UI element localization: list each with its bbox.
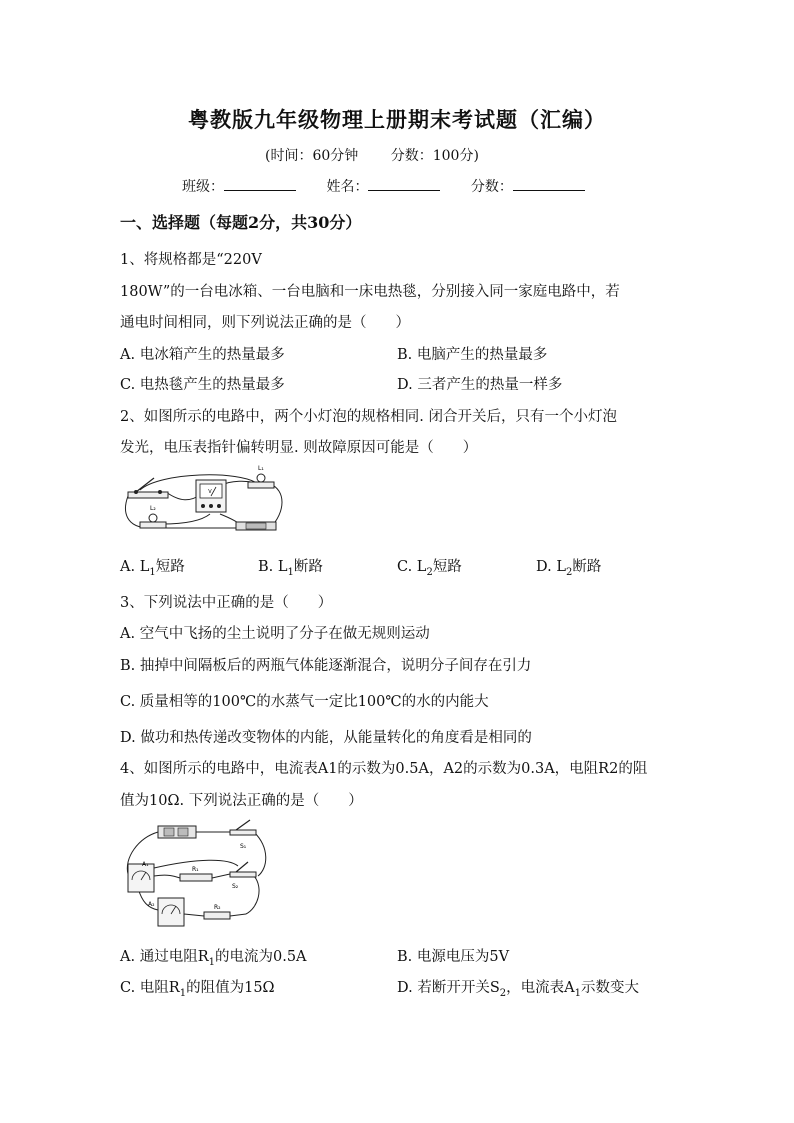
q4-d-mid: ，电流表A [506,980,575,996]
section-heading: 一、选择题（每题2分，共30分） [120,213,362,232]
q3-line1: 3、下列说法中正确的是（ ） [120,595,333,611]
class-field[interactable] [182,176,296,196]
q3-option-d[interactable]: D. 做功和热传递改变物体的内能，从能量转化的角度看是相同的 [120,730,532,746]
student-fields [182,176,611,196]
q2-c-post: 短路 [432,559,462,575]
q2-c-pre: C. L [397,559,427,575]
switch-s1-icon [230,820,256,850]
q2-b-post: 断路 [293,559,323,575]
r1-label: R₁ [192,866,199,873]
q2-a-post: 短路 [155,559,185,575]
score-blank[interactable] [513,178,585,191]
q2-c-sub: 2 [426,566,433,578]
r2-label: R₂ [214,904,221,911]
q2-option-a[interactable] [120,555,185,578]
class-blank[interactable] [224,178,296,191]
q1-option-c[interactable]: C. 电热毯产生的热量最多 [120,377,285,393]
q1-line3: 通电时间相同，则下列说法正确的是（ ） [120,315,410,331]
q4-d-sub2: 1 [574,987,581,999]
switch-s2-icon [230,862,256,890]
bulb-l1-icon [248,465,274,488]
ammeter-a1-icon [128,861,154,892]
battery-icon [236,522,276,530]
q2-d-pre: D. L [536,559,566,575]
ammeter-a2-icon [148,898,184,926]
name-field[interactable] [326,176,440,196]
bulb-l2-icon [140,505,166,528]
q1-option-b[interactable]: B. 电脑产生的热量最多 [397,347,548,363]
q4-d-pre: D. 若断开开关S [397,980,500,996]
q2-a-sub: 1 [149,566,156,578]
exam-time: (时间：60分钟 [265,148,359,164]
name-label: 姓名： [326,179,369,195]
q1-option-d[interactable]: D. 三者产生的热量一样多 [397,377,563,393]
q2-b-pre: B. L [258,559,288,575]
a2-label: A₂ [148,901,155,908]
resistor-r1-icon [180,866,212,881]
q3-option-c[interactable]: C. 质量相等的100℃的水蒸气一定比100℃的水的内能大 [120,694,489,710]
battery-icon [158,826,196,838]
voltmeter-label: V [208,489,212,495]
s1-label: S₁ [240,843,247,850]
q2-line1: 2、如图所示的电路中，两个小灯泡的规格相同. 闭合开关后，只有一个小灯泡 [120,409,617,425]
q4-d-post: 示数变大 [581,980,639,996]
name-blank[interactable] [368,178,440,191]
score-field[interactable] [471,176,585,196]
q2-option-b[interactable] [258,555,323,578]
q2-option-c[interactable] [397,555,462,578]
q4-option-a[interactable] [120,945,307,968]
exam-info [265,145,507,165]
q2-circuit-diagram [120,462,290,542]
q1-option-a[interactable]: A. 电冰箱产生的热量最多 [120,347,285,363]
q4-c-post: 的阻值为15Ω [186,980,275,996]
q2-line2: 发光，电压表指针偏转明显. 则故障原因可能是（ ） [120,440,478,456]
q4-c-sub: 1 [179,987,187,999]
q4-c-pre: C. 电阻R [120,980,180,996]
resistor-r2-icon [204,904,230,919]
page-title: 粤教版九年级物理上册期末考试题（汇编） [188,107,606,132]
q4-a-sub: 1 [208,956,215,968]
q4-a-post: 的电流为0.5A [214,949,307,965]
class-label: 班级： [182,179,224,195]
q4-line1: 4、如图所示的电路中，电流表A1的示数为0.5A，A2的示数为0.3A，电阻R2的阻 [120,761,648,777]
a1-label: A₁ [142,861,149,868]
score-label: 分数： [470,179,513,195]
q3-option-a[interactable]: A. 空气中飞扬的尘土说明了分子在做无规则运动 [120,626,430,642]
q2-d-post: 断路 [572,559,602,575]
q2-b-sub: 1 [287,566,294,578]
s2-label: S₂ [232,883,239,890]
q3-option-b[interactable]: B. 抽掉中间隔板后的两瓶气体能逐渐混合，说明分子间存在引力 [120,658,532,674]
q1-line2: 180W”的一台电冰箱、一台电脑和一床电热毯，分别接入同一家庭电路中，若 [120,284,620,300]
bulb-l2-label: L₂ [150,505,156,512]
q4-circuit-diagram [118,818,268,928]
q4-line2: 值为10Ω. 下列说法正确的是（ ） [120,793,363,809]
q2-d-sub: 2 [565,566,573,578]
bulb-l1-label: L₁ [258,465,264,472]
q4-d-sub: 2 [499,987,507,999]
q1-line1: 1、将规格都是“220V [120,252,262,268]
q2-option-d[interactable] [536,555,601,578]
q4-option-b[interactable]: B. 电源电压为5V [397,949,510,965]
exam-score: 分数：100分) [390,148,479,164]
switch-icon [128,478,168,498]
q4-option-c[interactable] [120,976,275,999]
voltmeter-icon [196,480,226,512]
q4-a-pre: A. 通过电阻R [120,949,209,965]
q4-option-d[interactable] [397,976,639,999]
q2-a-pre: A. L [120,559,150,575]
